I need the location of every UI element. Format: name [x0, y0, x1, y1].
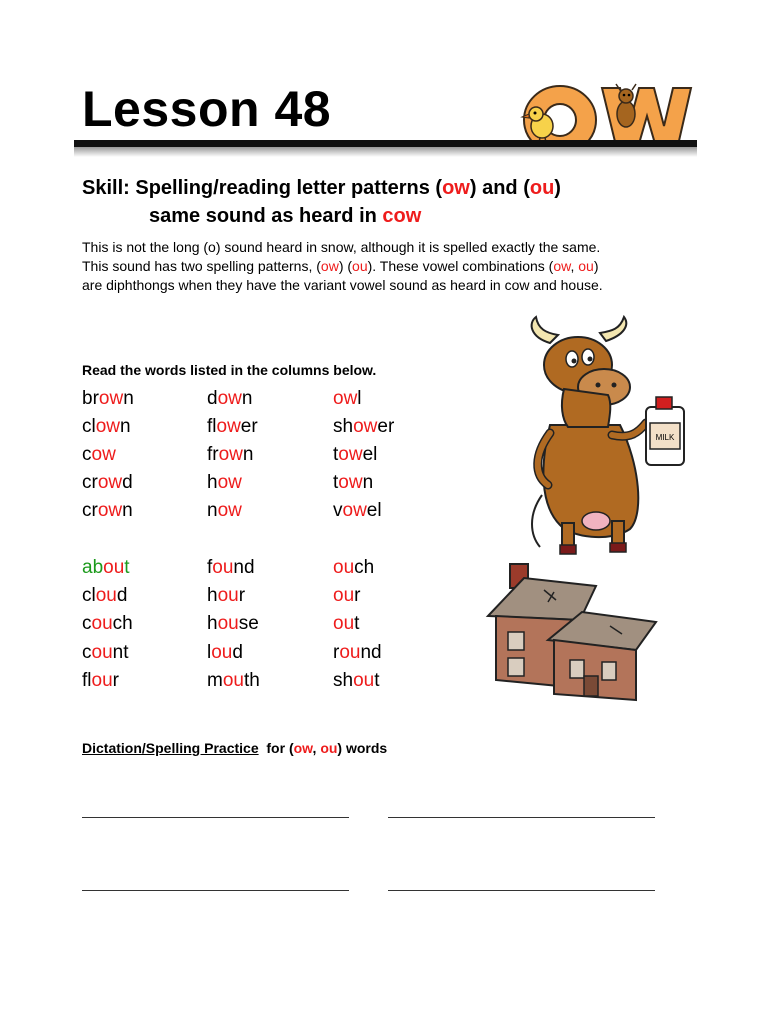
word	[82, 585, 127, 607]
text-segment: cr	[82, 500, 98, 521]
text-segment: ow	[553, 258, 571, 274]
text-segment: ow	[216, 416, 241, 437]
milk-label: MILK	[655, 433, 675, 442]
cow-with-milk-illustration	[520, 315, 695, 565]
text-segment: cr	[82, 472, 98, 493]
text-segment: ch	[112, 613, 133, 634]
word	[333, 416, 394, 438]
word	[207, 585, 245, 607]
text-segment: ou	[91, 670, 113, 691]
text-segment: d	[116, 585, 128, 606]
text-segment: ow	[333, 388, 358, 409]
word	[333, 472, 373, 494]
text-segment: ) words	[337, 740, 388, 756]
text-segment: ou	[333, 557, 355, 578]
text-segment: f	[207, 557, 213, 578]
word	[333, 444, 377, 466]
text-segment: fl	[207, 416, 217, 437]
text-segment: ow	[338, 444, 363, 465]
text-segment: ou	[352, 258, 368, 274]
text-segment: ou	[578, 258, 594, 274]
text-segment: ou	[339, 642, 361, 663]
text-segment: Skill: Spelling/reading letter patterns (	[82, 177, 443, 199]
text-segment: el	[362, 444, 378, 465]
text-segment: v	[333, 500, 343, 521]
text-segment: ,	[312, 740, 321, 756]
title-rule-shadow	[74, 147, 697, 157]
writing-blank[interactable]	[82, 890, 349, 891]
text-segment: ou	[217, 613, 239, 634]
text-segment: ow	[442, 177, 470, 199]
text-segment: ow	[97, 472, 123, 493]
text-segment: ow	[217, 388, 242, 409]
text-segment: ow	[97, 500, 123, 521]
word	[207, 613, 259, 635]
text-segment: ). These vowel combinations (	[367, 258, 554, 274]
text-segment: This sound has two spelling patterns, (	[82, 258, 321, 274]
word	[82, 388, 134, 410]
house-illustration	[484, 560, 659, 705]
word	[82, 613, 133, 635]
writing-blank[interactable]	[388, 817, 655, 818]
text-segment: ow	[91, 444, 116, 465]
text-segment: ou	[222, 670, 244, 691]
word	[82, 557, 130, 579]
text-segment: th	[243, 670, 260, 691]
text-segment: t	[333, 472, 339, 493]
text-segment: n	[362, 472, 374, 493]
text-segment: ou	[353, 670, 375, 691]
word	[207, 472, 242, 494]
text-segment: h	[207, 613, 218, 634]
text-segment: ou	[217, 585, 239, 606]
text-segment: nd	[233, 557, 255, 578]
text-segment: h	[207, 472, 218, 493]
word	[207, 500, 242, 522]
text-segment: are diphthongs when they have the variant vowel sound as heard in cow and house.	[82, 277, 603, 293]
text-segment: t	[374, 670, 380, 691]
text-segment: c	[82, 444, 92, 465]
text-segment: cl	[82, 585, 96, 606]
skill-heading-line-2	[149, 205, 421, 228]
text-segment: cow	[382, 205, 422, 227]
read-instruction: Read the words listed in the columns below.	[82, 362, 377, 378]
word	[82, 500, 133, 522]
dictation-label: Dictation/Spelling Practice	[82, 740, 259, 756]
text-segment: cl	[82, 416, 96, 437]
word	[333, 670, 380, 692]
dictation-heading	[82, 740, 387, 756]
text-segment: sh	[333, 670, 354, 691]
text-segment: ow	[98, 388, 124, 409]
text-segment: ou	[529, 177, 555, 199]
skill-heading-line-1	[82, 177, 561, 200]
text-segment: ow	[320, 258, 339, 274]
text-segment: ab	[82, 557, 104, 578]
text-segment: br	[82, 388, 99, 409]
text-segment: ou	[211, 642, 233, 663]
writing-blank[interactable]	[82, 817, 349, 818]
dictation-suffix	[266, 740, 387, 756]
text-segment: c	[82, 613, 92, 634]
text-segment: nt	[112, 642, 129, 663]
word	[207, 557, 255, 579]
text-segment: h	[207, 585, 218, 606]
word	[207, 416, 258, 438]
text-segment: This is not the long (o) sound heard in snow, although it is spelled exactly the same.	[82, 239, 601, 255]
word	[333, 613, 359, 635]
word	[333, 557, 374, 579]
text-segment: ou	[91, 642, 113, 663]
text-segment: ou	[95, 585, 117, 606]
text-segment: er	[377, 416, 395, 437]
text-segment: ou	[333, 613, 355, 634]
text-segment: l	[357, 388, 362, 409]
text-segment: ou	[333, 585, 355, 606]
text-segment: se	[238, 613, 259, 634]
page-title: Lesson 48	[82, 81, 332, 137]
word	[207, 444, 253, 466]
word	[207, 642, 243, 664]
text-segment: n	[122, 500, 133, 521]
word	[207, 670, 260, 692]
text-segment: for (	[266, 740, 294, 756]
text-segment: d	[207, 388, 218, 409]
text-segment: n	[207, 500, 218, 521]
text-segment: ow	[293, 740, 313, 756]
text-segment: sh	[333, 416, 354, 437]
word	[82, 472, 133, 494]
word	[333, 388, 362, 410]
text-segment: n	[123, 388, 134, 409]
text-segment: ou	[103, 557, 125, 578]
text-segment: n	[241, 388, 253, 409]
text-segment: ,	[570, 258, 579, 274]
text-segment: ch	[354, 557, 375, 578]
intro-line	[82, 238, 692, 257]
word	[82, 444, 116, 466]
text-segment: d	[232, 642, 243, 663]
text-segment: t	[354, 613, 360, 634]
text-segment: ow	[218, 444, 243, 465]
intro-paragraph	[82, 238, 692, 295]
text-segment: r	[333, 642, 340, 663]
text-segment: ) and (	[469, 177, 530, 199]
text-segment: t	[333, 444, 339, 465]
intro-line	[82, 276, 692, 295]
text-segment: l	[207, 642, 212, 663]
text-segment: ow	[217, 500, 242, 521]
text-segment: er	[240, 416, 258, 437]
text-segment: ) (	[338, 258, 353, 274]
word	[82, 416, 131, 438]
word	[82, 642, 129, 664]
word	[333, 642, 382, 664]
text-segment: ou	[212, 557, 234, 578]
text-segment: n	[242, 444, 254, 465]
word	[207, 388, 252, 410]
text-segment: )	[593, 258, 599, 274]
text-segment: ow	[342, 500, 367, 521]
text-segment: ow	[217, 472, 242, 493]
text-segment: n	[120, 416, 131, 437]
text-segment: t	[124, 557, 130, 578]
text-segment: ow	[338, 472, 363, 493]
text-segment: r	[238, 585, 246, 606]
intro-line	[82, 257, 692, 276]
word	[82, 670, 119, 692]
text-segment: ou	[91, 613, 113, 634]
text-segment: fl	[82, 670, 92, 691]
text-segment: ow	[353, 416, 378, 437]
text-segment: fr	[207, 444, 219, 465]
writing-blank[interactable]	[388, 890, 655, 891]
text-segment: nd	[360, 642, 382, 663]
word	[333, 585, 360, 607]
text-segment: c	[82, 642, 92, 663]
word	[333, 500, 382, 522]
text-segment: ou	[320, 740, 338, 756]
text-segment: d	[122, 472, 133, 493]
title-rule	[74, 140, 697, 147]
text-segment: same sound as heard in	[149, 205, 383, 227]
text-segment: ow	[95, 416, 121, 437]
text-segment: r	[354, 585, 361, 606]
text-segment: )	[554, 177, 561, 199]
text-segment: m	[207, 670, 223, 691]
text-segment: el	[366, 500, 382, 521]
text-segment: r	[112, 670, 119, 691]
